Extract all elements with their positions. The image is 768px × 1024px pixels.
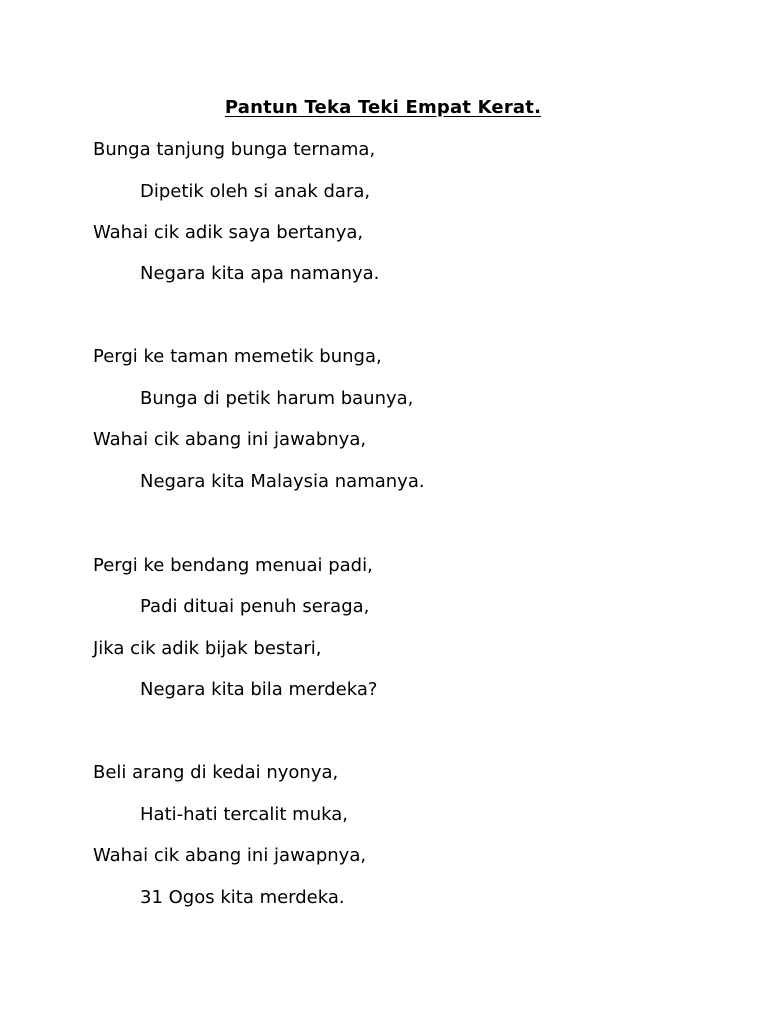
stanza-2-line-3: Wahai cik abang ini jawabnya, <box>93 429 367 450</box>
stanza-1-line-2: Dipetik oleh si anak dara, <box>140 181 371 202</box>
stanza-4-line-2: Hati-hati tercalit muka, <box>140 804 348 825</box>
stanza-3-line-2: Padi dituai penuh seraga, <box>140 596 370 617</box>
stanza-1-line-4: Negara kita apa namanya. <box>140 263 380 284</box>
stanza-3-line-4: Negara kita bila merdeka? <box>140 679 378 700</box>
stanza-2-line-1: Pergi ke taman memetik bunga, <box>93 346 382 367</box>
stanza-1-line-3: Wahai cik adik saya bertanya, <box>93 222 364 243</box>
document-title: Pantun Teka Teki Empat Kerat. <box>224 97 542 118</box>
stanza-4-line-1: Beli arang di kedai nyonya, <box>93 762 339 783</box>
stanza-4-line-4: 31 Ogos kita merdeka. <box>140 887 345 908</box>
stanza-3-line-1: Pergi ke bendang menuai padi, <box>93 555 373 576</box>
stanza-4-line-3: Wahai cik abang ini jawapnya, <box>93 845 367 866</box>
stanza-2-line-4: Negara kita Malaysia namanya. <box>140 471 425 492</box>
stanza-2-line-2: Bunga di petik harum baunya, <box>140 388 414 409</box>
stanza-3-line-3: Jika cik adik bijak bestari, <box>93 638 322 659</box>
stanza-1-line-1: Bunga tanjung bunga ternama, <box>93 139 376 160</box>
